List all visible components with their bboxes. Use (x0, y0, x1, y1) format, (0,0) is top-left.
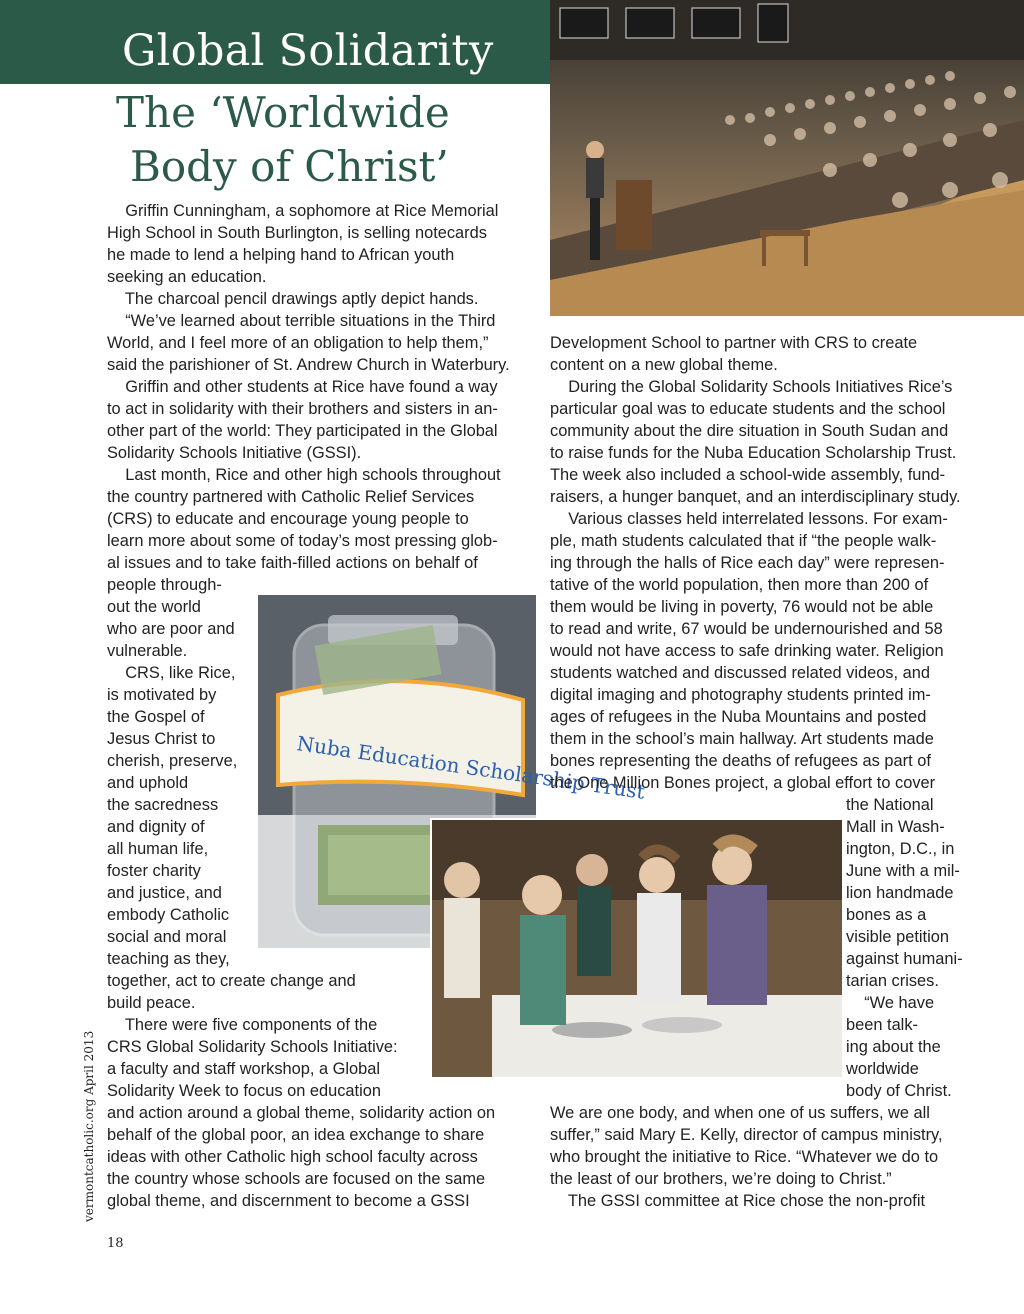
body-line: (CRS) to educate and encourage young people to (107, 510, 469, 528)
body-line: together, act to create change and (107, 972, 356, 990)
body-line: embody Catholic (107, 906, 230, 924)
body-line: against humani- (846, 950, 963, 968)
body-line: visible petition (846, 928, 949, 946)
body-line: bones as a (846, 906, 927, 924)
body-line: who are poor and (107, 620, 235, 638)
body-line: ages of refugees in the Nuba Mountains and posted (550, 708, 927, 726)
body-line: all human life, (107, 840, 209, 858)
body-line: foster charity (107, 862, 201, 880)
body-line: Solidarity Week to focus on education (107, 1082, 381, 1100)
body-line: vulnerable. (107, 642, 188, 660)
body-line: content on a new global theme. (550, 356, 778, 374)
body-line: out the world (107, 598, 201, 616)
body-line: cherish, preserve, (107, 752, 238, 770)
body-line: them in the school’s main hallway. Art students made (550, 730, 934, 748)
body-line: and justice, and (107, 884, 222, 902)
body-line: World, and I feel more of an obligation to help them,” (107, 334, 489, 352)
body-line: been talk- (846, 1016, 918, 1034)
body-line: ington, D.C., in (846, 840, 955, 858)
body-line: During the Global Solidarity Schools Initiatives Rice’s (550, 378, 953, 396)
body-line: ing about the (846, 1038, 941, 1056)
body-line: social and moral (107, 928, 227, 946)
body-line: tative of the world population, then more than 200 of (550, 576, 929, 594)
body-line: tarian crises. (846, 972, 939, 990)
body-line: bones representing the deaths of refugees as part of (550, 752, 931, 770)
body-line: the One Million Bones project, a global effort to cover (550, 774, 936, 792)
body-line: who brought the initiative to Rice. “Whatever we do to (550, 1148, 939, 1166)
article-headline (116, 86, 450, 194)
body-line: “We’ve learned about terrible situations in the Third (107, 312, 496, 330)
body-line: the country whose schools are focused on the same (107, 1170, 486, 1188)
body-line: Griffin Cunningham, a sophomore at Rice Memorial (107, 202, 499, 220)
body-line: them would be living in poverty, 76 would not be able (550, 598, 934, 616)
body-line: students watched and discussed related videos, and (550, 664, 930, 682)
assembly-photo-illustration (550, 0, 1024, 316)
body-line: “We have (846, 994, 935, 1012)
body-line: behalf of the global poor, an idea exchange to share (107, 1126, 485, 1144)
body-line: al issues and to take faith-filled actions on behalf of (107, 554, 478, 572)
body-line: and action around a global theme, solidarity action on (107, 1104, 496, 1122)
headline-line: Body of Christ’ (130, 142, 449, 191)
body-line: is motivated by (107, 686, 217, 704)
body-line: would not have access to safe drinking water. Religion (550, 642, 944, 660)
body-line: the country partnered with Catholic Relief Services (107, 488, 475, 506)
body-line: the least of our brothers, we’re doing to Christ.” (550, 1170, 892, 1188)
body-line: to act in solidarity with their brothers and sisters in an- (107, 400, 498, 418)
body-line: lion handmade (846, 884, 954, 902)
jar-label-text: Nuba Education Scholarship Trust (295, 731, 647, 804)
headline-line: The ‘Worldwide (116, 88, 450, 137)
body-line: global theme, and discernment to become a GSSI (107, 1192, 470, 1210)
body-line: the sacredness (107, 796, 219, 814)
body-line: Jesus Christ to (107, 730, 216, 748)
body-line: particular goal was to educate students and the school (550, 400, 946, 418)
page-number: 18 (107, 1236, 124, 1251)
body-line: the Gospel of (107, 708, 205, 726)
body-line: CRS Global Solidarity Schools Initiative: (107, 1038, 398, 1056)
body-line: There were five components of the (107, 1016, 378, 1034)
body-line: suffer,” said Mary E. Kelly, director of campus ministry, (550, 1126, 943, 1144)
body-line: The week also included a school-wide assembly, fund- (550, 466, 946, 484)
body-line: community about the dire situation in South Sudan and (550, 422, 949, 440)
hunger-banquet-photo (430, 818, 844, 1079)
body-line: he made to lend a helping hand to African youth (107, 246, 455, 264)
body-line: people through- (107, 576, 222, 594)
body-line: June with a mil- (846, 862, 960, 880)
body-line: ing through the halls of Rice each day” were represen- (550, 554, 945, 572)
body-line: Last month, Rice and other high schools throughout (107, 466, 501, 484)
section-title: Global Solidarity (122, 26, 494, 76)
body-line: body of Christ. (846, 1082, 952, 1100)
body-line: digital imaging and photography students printed im- (550, 686, 931, 704)
body-line: build peace. (107, 994, 196, 1012)
body-line: ple, math students calculated that if “the people walk- (550, 532, 937, 550)
body-line: The charcoal pencil drawings aptly depict hands. (107, 290, 479, 308)
body-line: and uphold (107, 774, 189, 792)
body-line: Solidarity Schools Initiative (GSSI). (107, 444, 362, 462)
body-line: other part of the world: They participated in the Global (107, 422, 498, 440)
body-line: raisers, a hunger banquet, and an interdisciplinary study. (550, 488, 961, 506)
banquet-illustration (432, 820, 842, 1077)
body-line: Development School to partner with CRS to create (550, 334, 918, 352)
body-line: CRS, like Rice, (107, 664, 236, 682)
body-line: Griffin and other students at Rice have found a way (107, 378, 498, 396)
body-line: seeking an education. (107, 268, 267, 286)
body-line: to raise funds for the Nuba Education Scholarship Trust. (550, 444, 957, 462)
body-line: ideas with other Catholic high school faculty across (107, 1148, 478, 1166)
issue-credit: vermontcatholic.org April 2013 (82, 1030, 96, 1222)
body-line: Various classes held interrelated lessons. For exam- (550, 510, 948, 528)
body-line: We are one body, and when one of us suffers, we all (550, 1104, 930, 1122)
body-line: to read and write, 67 would be undernourished and 58 (550, 620, 943, 638)
body-line: worldwide (846, 1060, 919, 1078)
body-line: learn more about some of today’s most pressing glob- (107, 532, 498, 550)
body-line: High School in South Burlington, is selling notecards (107, 224, 487, 242)
body-line: Mall in Wash- (846, 818, 945, 836)
body-line: the National (846, 796, 934, 814)
assembly-photo (550, 0, 1024, 316)
body-line: and dignity of (107, 818, 205, 836)
body-line: The GSSI committee at Rice chose the non-profit (550, 1192, 926, 1210)
body-line: teaching as they, (107, 950, 230, 968)
body-line: said the parishioner of St. Andrew Church in Waterbury. (107, 356, 510, 374)
body-line: a faculty and staff workshop, a Global (107, 1060, 381, 1078)
